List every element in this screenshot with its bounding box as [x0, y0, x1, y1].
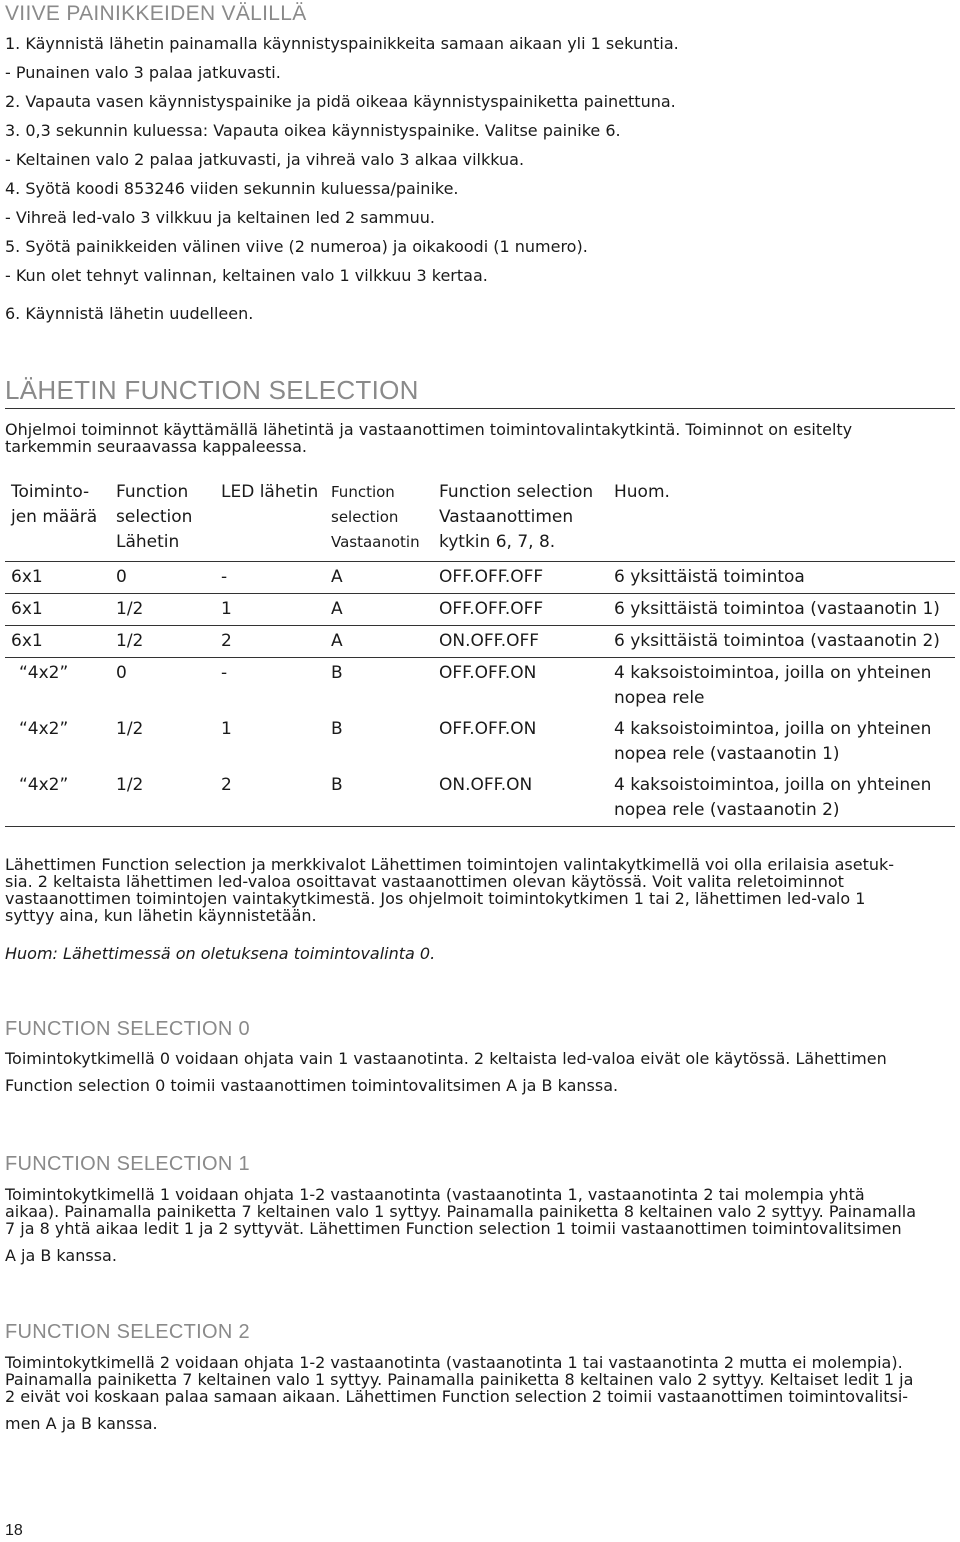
- cell-note: [608, 770, 955, 827]
- paragraph-line: Function selection 0 toimii vastaanottimen toimintovalitsimen A ja B kanssa.: [5, 1076, 619, 1095]
- paragraph-line: syttyy aina, kun lähetin käynnistetään.: [5, 906, 317, 925]
- note-line: nopea rele (vastaanotin 2): [614, 800, 840, 820]
- header-text: Huom.: [614, 482, 670, 502]
- cell-note: [608, 594, 955, 626]
- header-text: LED lähetin: [221, 482, 319, 502]
- cell-receiver: B: [331, 719, 343, 739]
- function-table: [5, 478, 955, 827]
- default-selection-note: Huom: Lähettimessä on oletuksena toimintovalinta 0.: [5, 944, 436, 963]
- function-selection-intro: [5, 421, 852, 455]
- header-text: Vastaanotin: [331, 533, 420, 551]
- section-heading-fs0: FUNCTION SELECTION 0: [5, 1018, 250, 1040]
- header-text: Function selection: [439, 482, 594, 502]
- paragraph-line: sia. 2 keltaista lähettimen led-valoa osoittavat vastaanottimen olevan käytössä. Voit valita reletoiminnot: [5, 872, 844, 891]
- cell-led: 1: [215, 594, 325, 626]
- cell-switch: OFF.OFF.ON: [439, 719, 537, 739]
- table-row: [5, 562, 955, 594]
- cell-receiver: B: [325, 658, 433, 715]
- cell-selection: 1/2: [110, 594, 215, 626]
- cell-selection: 1/2: [116, 719, 144, 739]
- page-number: 18: [5, 1522, 23, 1539]
- step-line: 6. Käynnistä lähetin uudelleen.: [5, 304, 254, 323]
- paragraph-line: Toimintokytkimellä 2 voidaan ohjata 1-2 vastaanotinta (vastaanotinta 1 tai vastaanotinta 2 mutta ei molempia).: [5, 1353, 903, 1372]
- cell-led: -: [215, 562, 325, 594]
- delay-steps: [5, 29, 679, 328]
- cell-count: “4x2”: [19, 719, 69, 739]
- header-text: selection: [116, 507, 193, 527]
- fs2-paragraph: [5, 1354, 913, 1432]
- paragraph-line: aikaa). Painamalla painiketta 7 keltainen valo 1 syttyy. Painamalla painiketta 8 keltainen valo 2 syttyy. Painamalla: [5, 1202, 917, 1221]
- step-line: 3. 0,3 sekunnin kuluessa: Vapauta oikea käynnistyspainike. Valitse painike 6.: [5, 121, 621, 140]
- cell-switch: OFF.OFF.OFF: [433, 594, 608, 626]
- cell-count: 6x1: [5, 626, 110, 658]
- step-line: - Keltainen valo 2 palaa jatkuvasti, ja vihreä valo 3 alkaa vilkkua.: [5, 150, 525, 169]
- section-heading-delay: VIIVE PAINIKKEIDEN VÄLILLÄ: [5, 2, 307, 25]
- cell-switch: OFF.OFF.OFF: [433, 562, 608, 594]
- cell-count: 6x1: [5, 562, 110, 594]
- cell-receiver: A: [325, 562, 433, 594]
- header-receiver-selection: [325, 478, 433, 562]
- note-line: 6 yksittäistä toimintoa: [614, 567, 805, 587]
- note-line: 6 yksittäistä toimintoa (vastaanotin 2): [614, 631, 940, 651]
- cell-led: 2: [215, 770, 325, 827]
- cell-receiver: A: [325, 594, 433, 626]
- cell-count: “4x2”: [5, 770, 110, 827]
- cell-receiver: A: [325, 626, 433, 658]
- cell-note: [608, 626, 955, 658]
- note-line: nopea rele (vastaanotin 1): [614, 744, 840, 764]
- paragraph-line: Lähettimen Function selection ja merkkivalot Lähettimen toimintojen valintakytkimellä voi olla erilaisia asetuk-: [5, 855, 895, 874]
- step-line: - Vihreä led-valo 3 vilkkuu ja keltainen led 2 sammuu.: [5, 208, 435, 227]
- header-switch: [433, 478, 608, 562]
- step-line: - Kun olet tehnyt valinnan, keltainen valo 1 vilkkuu 3 kertaa.: [5, 266, 488, 285]
- header-text: Function: [116, 482, 189, 502]
- cell-note: [608, 658, 955, 715]
- cell-selection: 1/2: [110, 626, 215, 658]
- header-text: selection: [331, 508, 399, 526]
- note-line: 4 kaksoistoimintoa, joilla on yhteinen: [614, 719, 932, 739]
- paragraph-line: Painamalla painiketta 7 keltainen valo 1 syttyy. Painamalla painiketta 8 keltainen valo 2 syttyy. Keltaiset ledit 1 ja: [5, 1370, 914, 1389]
- paragraph-line: Toimintokytkimellä 1 voidaan ohjata 1-2 vastaanotinta (vastaanotinta 1, vastaanotinta 2 tai molempia yhtä: [5, 1185, 865, 1204]
- note-line: nopea rele: [614, 688, 705, 708]
- after-table-paragraph: [5, 856, 894, 924]
- paragraph-line: A ja B kanssa.: [5, 1246, 117, 1265]
- paragraph-line: Toimintokytkimellä 0 voidaan ohjata vain 1 vastaanotinta. 2 keltaista led-valoa eivät ole käytössä. Lähettimen: [5, 1049, 887, 1068]
- cell-switch: ON.OFF.OFF: [433, 626, 608, 658]
- cell-switch: OFF.OFF.ON: [433, 658, 608, 715]
- heading-divider: [5, 408, 955, 409]
- cell-led: 1: [221, 719, 232, 739]
- header-text: Lähetin: [116, 532, 180, 552]
- paragraph-line: men A ja B kanssa.: [5, 1414, 158, 1433]
- table-row: [5, 594, 955, 626]
- table-row: [5, 770, 955, 827]
- header-text: kytkin 6, 7, 8.: [439, 532, 556, 552]
- section-heading-function-selection: LÄHETIN FUNCTION SELECTION: [5, 375, 419, 405]
- header-text: Toiminto-: [11, 482, 90, 502]
- cell-count: “4x2”: [5, 658, 110, 715]
- cell-note: [608, 714, 955, 770]
- header-text: jen määrä: [11, 507, 98, 527]
- step-line: - Punainen valo 3 palaa jatkuvasti.: [5, 63, 281, 82]
- cell-led: 2: [215, 626, 325, 658]
- header-text: Function: [331, 483, 395, 501]
- header-transmitter-selection: [110, 478, 215, 562]
- section-heading-fs1: FUNCTION SELECTION 1: [5, 1153, 250, 1175]
- paragraph-line: vastaanottimen toimintojen vaintakytkimestä. Jos ohjelmoit toimintokytkimen 1 tai 2, lähettimen led-valo 1: [5, 889, 866, 908]
- table-row: [5, 714, 955, 770]
- step-line: 1. Käynnistä lähetin painamalla käynnistyspainikkeita samaan aikaan yli 1 sekuntia.: [5, 34, 679, 53]
- intro-line: tarkemmin seuraavassa kappaleessa.: [5, 437, 307, 456]
- header-note: [608, 478, 955, 562]
- cell-switch: ON.OFF.ON: [433, 770, 608, 827]
- note-line: 4 kaksoistoimintoa, joilla on yhteinen: [614, 663, 932, 683]
- step-line: 2. Vapauta vasen käynnistyspainike ja pidä oikeaa käynnistyspainiketta painettuna.: [5, 92, 676, 111]
- fs1-paragraph: [5, 1186, 916, 1264]
- fs0-paragraph: [5, 1045, 887, 1099]
- step-line: 4. Syötä koodi 853246 viiden sekunnin kuluessa/painike.: [5, 179, 459, 198]
- cell-count: 6x1: [5, 594, 110, 626]
- table-row: [5, 626, 955, 658]
- header-count: [5, 478, 110, 562]
- paragraph-line: 2 eivät voi koskaan palaa samaan aikaan. Lähettimen Function selection 2 toimii vastaanottimen toimintovalitsi-: [5, 1387, 909, 1406]
- header-text: Vastaanottimen: [439, 507, 574, 527]
- step-line: 5. Syötä painikkeiden välinen viive (2 numeroa) ja oikakoodi (1 numero).: [5, 237, 588, 256]
- cell-receiver: B: [325, 770, 433, 827]
- section-heading-fs2: FUNCTION SELECTION 2: [5, 1321, 250, 1343]
- table-header-row: [5, 478, 955, 562]
- intro-line: Ohjelmoi toiminnot käyttämällä lähetintä ja vastaanottimen toimintovalintakytkintä. Toiminnot on esitelty: [5, 420, 853, 439]
- header-led: [215, 478, 325, 562]
- cell-selection: 1/2: [110, 770, 215, 827]
- paragraph-line: 7 ja 8 yhtä aikaa ledit 1 ja 2 syttyvät. Lähettimen Function selection 1 toimii vastaanottimen toimintovalitsimen: [5, 1219, 902, 1238]
- cell-selection: 0: [110, 658, 215, 715]
- cell-selection: 0: [110, 562, 215, 594]
- note-line: 4 kaksoistoimintoa, joilla on yhteinen: [614, 775, 932, 795]
- note-line: 6 yksittäistä toimintoa (vastaanotin 1): [614, 599, 940, 619]
- cell-led: -: [215, 658, 325, 715]
- table-row: [5, 658, 955, 715]
- cell-note: [608, 562, 955, 594]
